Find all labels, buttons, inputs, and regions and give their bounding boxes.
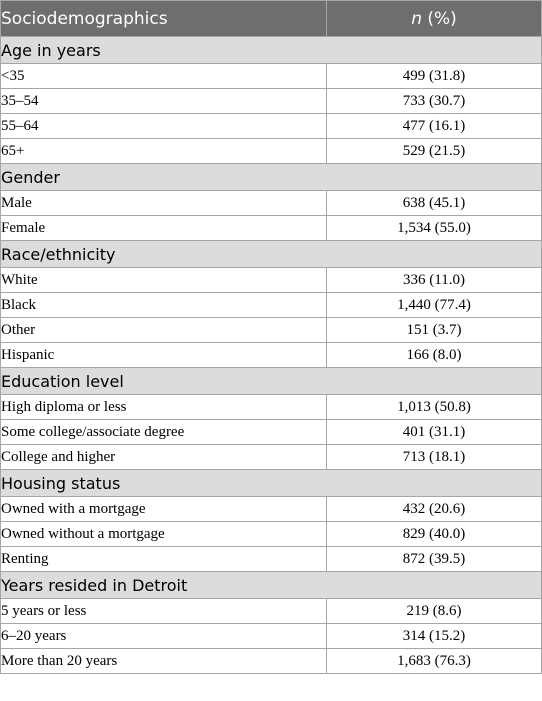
section-title: Race/ethnicity xyxy=(1,241,542,268)
row-label: 35–54 xyxy=(1,89,327,114)
row-value: 314 (15.2) xyxy=(327,624,542,649)
row-value: 733 (30.7) xyxy=(327,89,542,114)
section-title: Gender xyxy=(1,164,542,191)
header-n-italic: n xyxy=(411,8,422,29)
table-row xyxy=(1,293,542,318)
row-value: 432 (20.6) xyxy=(327,497,542,522)
row-label: Male xyxy=(1,191,327,216)
row-value: 713 (18.1) xyxy=(327,445,542,470)
table-row xyxy=(1,497,542,522)
table-row xyxy=(1,522,542,547)
table-row xyxy=(1,547,542,572)
table-row xyxy=(1,395,542,420)
row-value: 1,534 (55.0) xyxy=(327,216,542,241)
row-label: <35 xyxy=(1,64,327,89)
row-value: 529 (21.5) xyxy=(327,139,542,164)
table-row xyxy=(1,191,542,216)
table-row xyxy=(1,139,542,164)
header-percent: (%) xyxy=(421,8,457,29)
row-label: 5 years or less xyxy=(1,599,327,624)
section-title: Housing status xyxy=(1,470,542,497)
table-row xyxy=(1,343,542,368)
row-label: Female xyxy=(1,216,327,241)
row-value: 151 (3.7) xyxy=(327,318,542,343)
section-title: Years resided in Detroit xyxy=(1,572,542,599)
row-label: Black xyxy=(1,293,327,318)
table-row xyxy=(1,216,542,241)
row-label: Other xyxy=(1,318,327,343)
row-label: Some college/associate degree xyxy=(1,420,327,445)
row-value: 872 (39.5) xyxy=(327,547,542,572)
table-row xyxy=(1,445,542,470)
row-value: 1,683 (76.3) xyxy=(327,649,542,674)
row-value: 638 (45.1) xyxy=(327,191,542,216)
table-row xyxy=(1,624,542,649)
table-body xyxy=(1,37,542,674)
row-label: Renting xyxy=(1,547,327,572)
row-value: 401 (31.1) xyxy=(327,420,542,445)
row-value: 1,440 (77.4) xyxy=(327,293,542,318)
row-value: 1,013 (50.8) xyxy=(327,395,542,420)
row-label: 55–64 xyxy=(1,114,327,139)
row-label: High diploma or less xyxy=(1,395,327,420)
table-header-row xyxy=(1,1,542,37)
row-label: 6–20 years xyxy=(1,624,327,649)
row-value: 477 (16.1) xyxy=(327,114,542,139)
table-row xyxy=(1,268,542,293)
row-label: Owned with a mortgage xyxy=(1,497,327,522)
section-title: Education level xyxy=(1,368,542,395)
table-row xyxy=(1,114,542,139)
row-value: 219 (8.6) xyxy=(327,599,542,624)
table-row xyxy=(1,649,542,674)
table-row xyxy=(1,64,542,89)
row-label: Owned without a mortgage xyxy=(1,522,327,547)
row-value: 829 (40.0) xyxy=(327,522,542,547)
table-row xyxy=(1,318,542,343)
section-header-row xyxy=(1,572,542,599)
table-row xyxy=(1,420,542,445)
row-label: White xyxy=(1,268,327,293)
row-value: 499 (31.8) xyxy=(327,64,542,89)
header-n-percent xyxy=(327,1,542,37)
row-label: Hispanic xyxy=(1,343,327,368)
section-header-row xyxy=(1,241,542,268)
row-label: More than 20 years xyxy=(1,649,327,674)
table-row xyxy=(1,89,542,114)
row-value: 336 (11.0) xyxy=(327,268,542,293)
row-label: 65+ xyxy=(1,139,327,164)
section-header-row xyxy=(1,470,542,497)
header-sociodemographics: Sociodemographics xyxy=(1,1,327,37)
section-header-row xyxy=(1,164,542,191)
row-value: 166 (8.0) xyxy=(327,343,542,368)
table-row xyxy=(1,599,542,624)
section-header-row xyxy=(1,368,542,395)
section-header-row xyxy=(1,37,542,64)
section-title: Age in years xyxy=(1,37,542,64)
row-label: College and higher xyxy=(1,445,327,470)
